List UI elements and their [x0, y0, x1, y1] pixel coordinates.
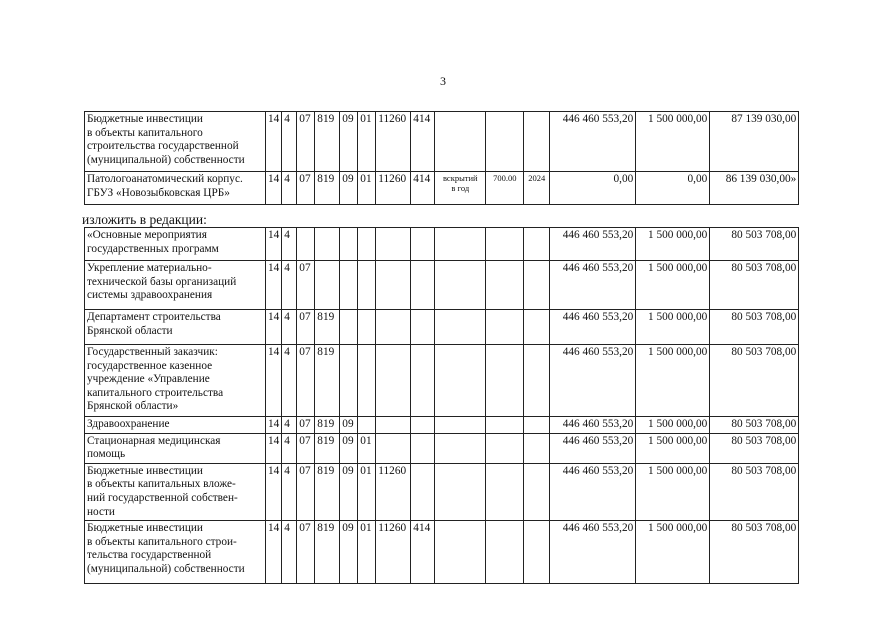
table-row: [85, 228, 799, 261]
year-cell: [524, 261, 550, 310]
table-row: [85, 310, 799, 345]
code-cell: 07: [297, 417, 315, 434]
amendment-caption: изложить в редакции:: [82, 212, 207, 227]
code-cell: 4: [282, 345, 297, 417]
table-row: [85, 463, 799, 520]
item-name-cell: Бюджетные инвестиции в объекты капитального строи- тельства государственной (муниципальной) собственности: [85, 521, 266, 584]
code-cell: [340, 261, 358, 310]
code-cell: 01: [358, 433, 376, 463]
code-cell: 11260: [376, 463, 411, 520]
code-cell: 09: [340, 463, 358, 520]
code-cell: 11260: [376, 112, 411, 172]
code-cell: [358, 417, 376, 434]
code-cell: 07: [297, 521, 315, 584]
capacity-unit-cell: [435, 228, 486, 261]
capacity-unit-cell: вскрытий в год: [435, 172, 486, 205]
code-cell: [376, 433, 411, 463]
code-cell: [315, 261, 340, 310]
code-cell: 01: [358, 172, 376, 205]
code-cell: 819: [315, 345, 340, 417]
code-cell: 07: [297, 433, 315, 463]
capacity-unit-cell: [435, 310, 486, 345]
code-cell: 11260: [376, 521, 411, 584]
item-name-cell: «Основные мероприятия государственных программ: [85, 228, 266, 261]
item-name-cell: Укрепление материально- технической базы организаций системы здравоохранения: [85, 261, 266, 310]
code-cell: [297, 228, 315, 261]
code-cell: 4: [282, 417, 297, 434]
item-name-cell: Стационарная медицинская помощь: [85, 433, 266, 463]
capacity-unit-cell: [435, 417, 486, 434]
capacity-unit-cell: [435, 345, 486, 417]
code-cell: 4: [282, 521, 297, 584]
capacity-cell: [486, 261, 524, 310]
capacity-cell: 700.00: [486, 172, 524, 205]
code-cell: 819: [315, 433, 340, 463]
amount-cell: 446 460 553,20: [550, 433, 636, 463]
code-cell: 414: [411, 521, 435, 584]
item-name-cell: Государственный заказчик: государственное казенное учреждение «Управление капитального строительства Брянской области»: [85, 345, 266, 417]
table-row: [85, 417, 799, 434]
code-cell: 07: [297, 345, 315, 417]
capacity-unit-cell: [435, 521, 486, 584]
year-cell: 2024: [524, 172, 550, 205]
table-row: [85, 112, 799, 172]
code-cell: 01: [358, 112, 376, 172]
capacity-unit-cell: [435, 261, 486, 310]
code-cell: 07: [297, 261, 315, 310]
code-cell: 14: [266, 310, 282, 345]
amount-cell: 446 460 553,20: [550, 463, 636, 520]
amount-cell: 80 503 708,00: [710, 521, 799, 584]
code-cell: 07: [297, 172, 315, 205]
capacity-cell: [486, 433, 524, 463]
year-cell: [524, 521, 550, 584]
code-cell: [411, 345, 435, 417]
amount-cell: 446 460 553,20: [550, 310, 636, 345]
amount-cell: 87 139 030,00: [710, 112, 799, 172]
code-cell: 14: [266, 433, 282, 463]
year-cell: [524, 463, 550, 520]
code-cell: [411, 261, 435, 310]
code-cell: [340, 310, 358, 345]
code-cell: 07: [297, 463, 315, 520]
amount-cell: 446 460 553,20: [550, 521, 636, 584]
code-cell: [340, 345, 358, 417]
code-cell: 01: [358, 521, 376, 584]
amount-cell: 1 500 000,00: [636, 521, 710, 584]
year-cell: [524, 417, 550, 434]
budget-table-before: [84, 111, 799, 205]
code-cell: 14: [266, 345, 282, 417]
amount-cell: 446 460 553,20: [550, 261, 636, 310]
amount-cell: 80 503 708,00: [710, 228, 799, 261]
capacity-cell: [486, 417, 524, 434]
capacity-cell: [486, 228, 524, 261]
capacity-unit-cell: [435, 112, 486, 172]
code-cell: [358, 228, 376, 261]
page-number: 3: [440, 74, 446, 88]
amount-cell: 1 500 000,00: [636, 463, 710, 520]
code-cell: 4: [282, 172, 297, 205]
code-cell: [340, 228, 358, 261]
capacity-unit-cell: [435, 433, 486, 463]
code-cell: 07: [297, 112, 315, 172]
table-row: [85, 433, 799, 463]
code-cell: 14: [266, 261, 282, 310]
capacity-unit-cell: [435, 463, 486, 520]
code-cell: [411, 433, 435, 463]
code-cell: 4: [282, 310, 297, 345]
code-cell: 819: [315, 417, 340, 434]
amount-cell: 446 460 553,20: [550, 345, 636, 417]
code-cell: 819: [315, 310, 340, 345]
code-cell: 819: [315, 463, 340, 520]
code-cell: [411, 463, 435, 520]
code-cell: 14: [266, 112, 282, 172]
item-name-cell: Здравоохранение: [85, 417, 266, 434]
year-cell: [524, 228, 550, 261]
capacity-cell: [486, 345, 524, 417]
code-cell: 819: [315, 521, 340, 584]
code-cell: 01: [358, 463, 376, 520]
year-cell: [524, 433, 550, 463]
code-cell: [358, 345, 376, 417]
amount-cell: 1 500 000,00: [636, 112, 710, 172]
code-cell: [376, 345, 411, 417]
amount-cell: 0,00: [636, 172, 710, 205]
amount-cell: 80 503 708,00: [710, 345, 799, 417]
amount-cell: 80 503 708,00: [710, 433, 799, 463]
amount-cell: 80 503 708,00: [710, 310, 799, 345]
table-row: [85, 345, 799, 417]
amount-cell: 0,00: [550, 172, 636, 205]
amount-cell: 86 139 030,00»: [710, 172, 799, 205]
capacity-cell: [486, 310, 524, 345]
amount-cell: 1 500 000,00: [636, 417, 710, 434]
item-name-cell: Патологоанатомический корпус. ГБУЗ «Новозыбковская ЦРБ»: [85, 172, 266, 205]
capacity-cell: [486, 521, 524, 584]
code-cell: [376, 417, 411, 434]
code-cell: 09: [340, 433, 358, 463]
code-cell: 819: [315, 172, 340, 205]
budget-table-after: [84, 227, 799, 584]
amount-cell: 80 503 708,00: [710, 463, 799, 520]
code-cell: [358, 310, 376, 345]
code-cell: 14: [266, 521, 282, 584]
code-cell: 4: [282, 112, 297, 172]
year-cell: [524, 112, 550, 172]
item-name-cell: Бюджетные инвестиции в объекты капитальных вложе- ний государственной собствен- ности: [85, 463, 266, 520]
code-cell: [315, 228, 340, 261]
amount-cell: 80 503 708,00: [710, 417, 799, 434]
code-cell: [376, 310, 411, 345]
code-cell: 4: [282, 463, 297, 520]
amount-cell: 1 500 000,00: [636, 345, 710, 417]
code-cell: [411, 417, 435, 434]
code-cell: [411, 310, 435, 345]
code-cell: 14: [266, 463, 282, 520]
code-cell: 09: [340, 112, 358, 172]
code-cell: 819: [315, 112, 340, 172]
code-cell: 14: [266, 228, 282, 261]
table-row: [85, 261, 799, 310]
amount-cell: 80 503 708,00: [710, 261, 799, 310]
code-cell: 11260: [376, 172, 411, 205]
code-cell: 14: [266, 417, 282, 434]
amount-cell: 1 500 000,00: [636, 261, 710, 310]
code-cell: [411, 228, 435, 261]
code-cell: 14: [266, 172, 282, 205]
code-cell: 414: [411, 112, 435, 172]
code-cell: 4: [282, 228, 297, 261]
code-cell: 09: [340, 172, 358, 205]
year-cell: [524, 345, 550, 417]
code-cell: 09: [340, 417, 358, 434]
table-row: [85, 521, 799, 584]
amount-cell: 1 500 000,00: [636, 433, 710, 463]
code-cell: [358, 261, 376, 310]
capacity-cell: [486, 463, 524, 520]
capacity-cell: [486, 112, 524, 172]
code-cell: [376, 261, 411, 310]
table-row: [85, 172, 799, 205]
amount-cell: 446 460 553,20: [550, 417, 636, 434]
code-cell: 09: [340, 521, 358, 584]
code-cell: 414: [411, 172, 435, 205]
item-name-cell: Бюджетные инвестиции в объекты капитального строительства государственной (муниципальной) собственности: [85, 112, 266, 172]
amount-cell: 1 500 000,00: [636, 310, 710, 345]
code-cell: [376, 228, 411, 261]
year-cell: [524, 310, 550, 345]
code-cell: 4: [282, 433, 297, 463]
amount-cell: 446 460 553,20: [550, 228, 636, 261]
amount-cell: 446 460 553,20: [550, 112, 636, 172]
amount-cell: 1 500 000,00: [636, 228, 710, 261]
item-name-cell: Департамент строительства Брянской области: [85, 310, 266, 345]
code-cell: 4: [282, 261, 297, 310]
code-cell: 07: [297, 310, 315, 345]
